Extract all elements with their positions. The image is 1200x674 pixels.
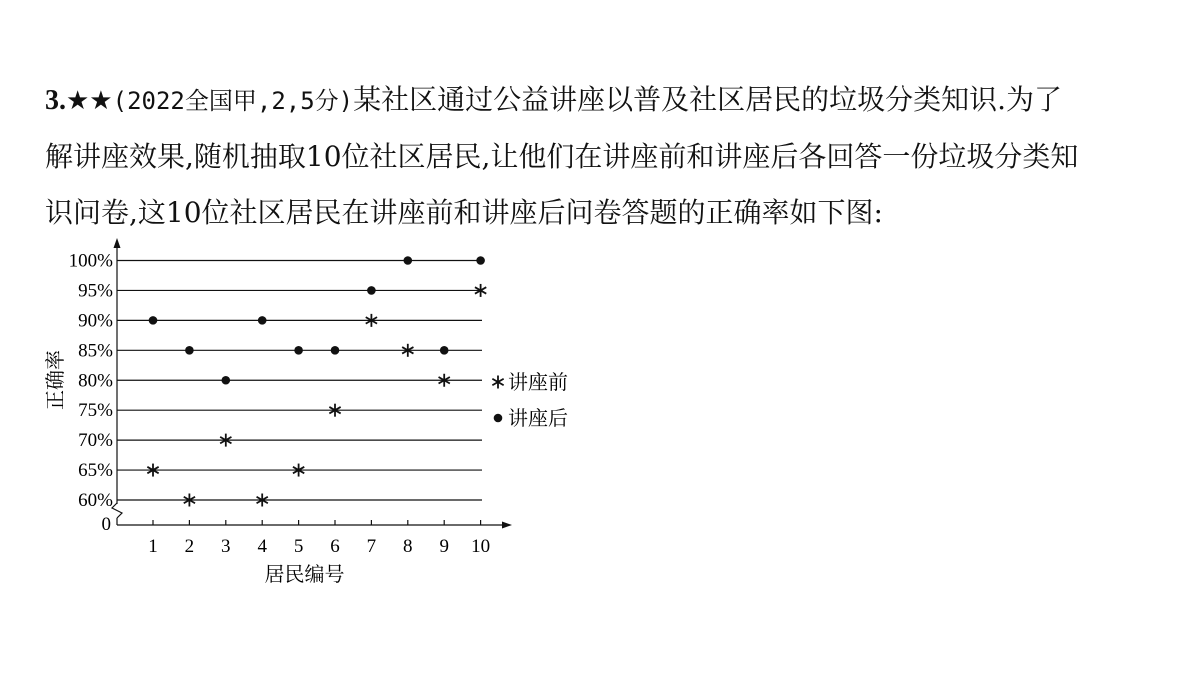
y-tick-label: 85% [78, 340, 113, 362]
x-tick-label: 5 [293, 536, 304, 557]
x-axis-title: 居民编号 [264, 564, 345, 586]
after-lecture-point [222, 376, 231, 385]
accuracy-scatter-chart [40, 232, 600, 602]
legend-label: 讲座前 [508, 372, 568, 394]
problem-line-1 [45, 72, 1155, 129]
y-tick-label: 60% [78, 490, 113, 511]
legend-before-marker [492, 376, 503, 389]
y-tick-label: 70% [78, 430, 113, 452]
y-tick-label: 65% [78, 460, 113, 482]
problem-line-3: 识问卷,这10位社区居民在讲座前和讲座后问卷答题的正确率如下图: [45, 196, 883, 229]
after-lecture-point [476, 256, 485, 265]
problem-number: 3. [45, 85, 66, 116]
y-axis-title: 正确率 [45, 350, 67, 410]
chart-container [40, 232, 600, 602]
after-lecture-point [440, 346, 449, 355]
legend-label: 讲座后 [508, 408, 568, 430]
x-tick-label: 9 [439, 536, 449, 557]
x-tick-label: 1 [148, 536, 158, 557]
y-tick-label: 90% [78, 310, 113, 332]
y-axis-arrow [114, 238, 121, 248]
origin-label: 0 [101, 514, 111, 535]
after-lecture-point [367, 286, 376, 295]
y-tick-label: 100% [68, 250, 113, 272]
x-tick-label: 6 [330, 536, 340, 557]
x-tick-label: 7 [366, 536, 377, 557]
problem-line-2: 解讲座效果,随机抽取10位社区居民,让他们在讲座前和讲座后各回答一份垃圾分类知 [45, 140, 1079, 173]
x-tick-label: 3 [221, 536, 231, 557]
x-tick-label: 2 [184, 536, 195, 557]
y-tick-label: 75% [78, 400, 113, 422]
difficulty-stars: ★★ [66, 86, 113, 116]
x-tick-label: 4 [257, 536, 267, 557]
after-lecture-point [294, 346, 303, 355]
y-tick-label: 95% [78, 280, 113, 302]
after-lecture-point [331, 346, 340, 355]
legend-after-marker [494, 414, 503, 423]
problem-source: (2022全国甲,2,5分) [112, 87, 354, 115]
after-lecture-point [258, 316, 267, 325]
problem-text-line-1: 某社区通过公益讲座以普及社区居民的垃圾分类知识.为了 [353, 83, 1063, 116]
after-lecture-point [404, 256, 413, 265]
x-axis-arrow [502, 522, 512, 529]
x-tick-label: 8 [403, 536, 413, 557]
after-lecture-point [185, 346, 194, 355]
problem-text [45, 72, 1155, 241]
x-tick-label: 10 [471, 536, 491, 557]
y-tick-label: 80% [78, 370, 113, 392]
after-lecture-point [149, 316, 158, 325]
